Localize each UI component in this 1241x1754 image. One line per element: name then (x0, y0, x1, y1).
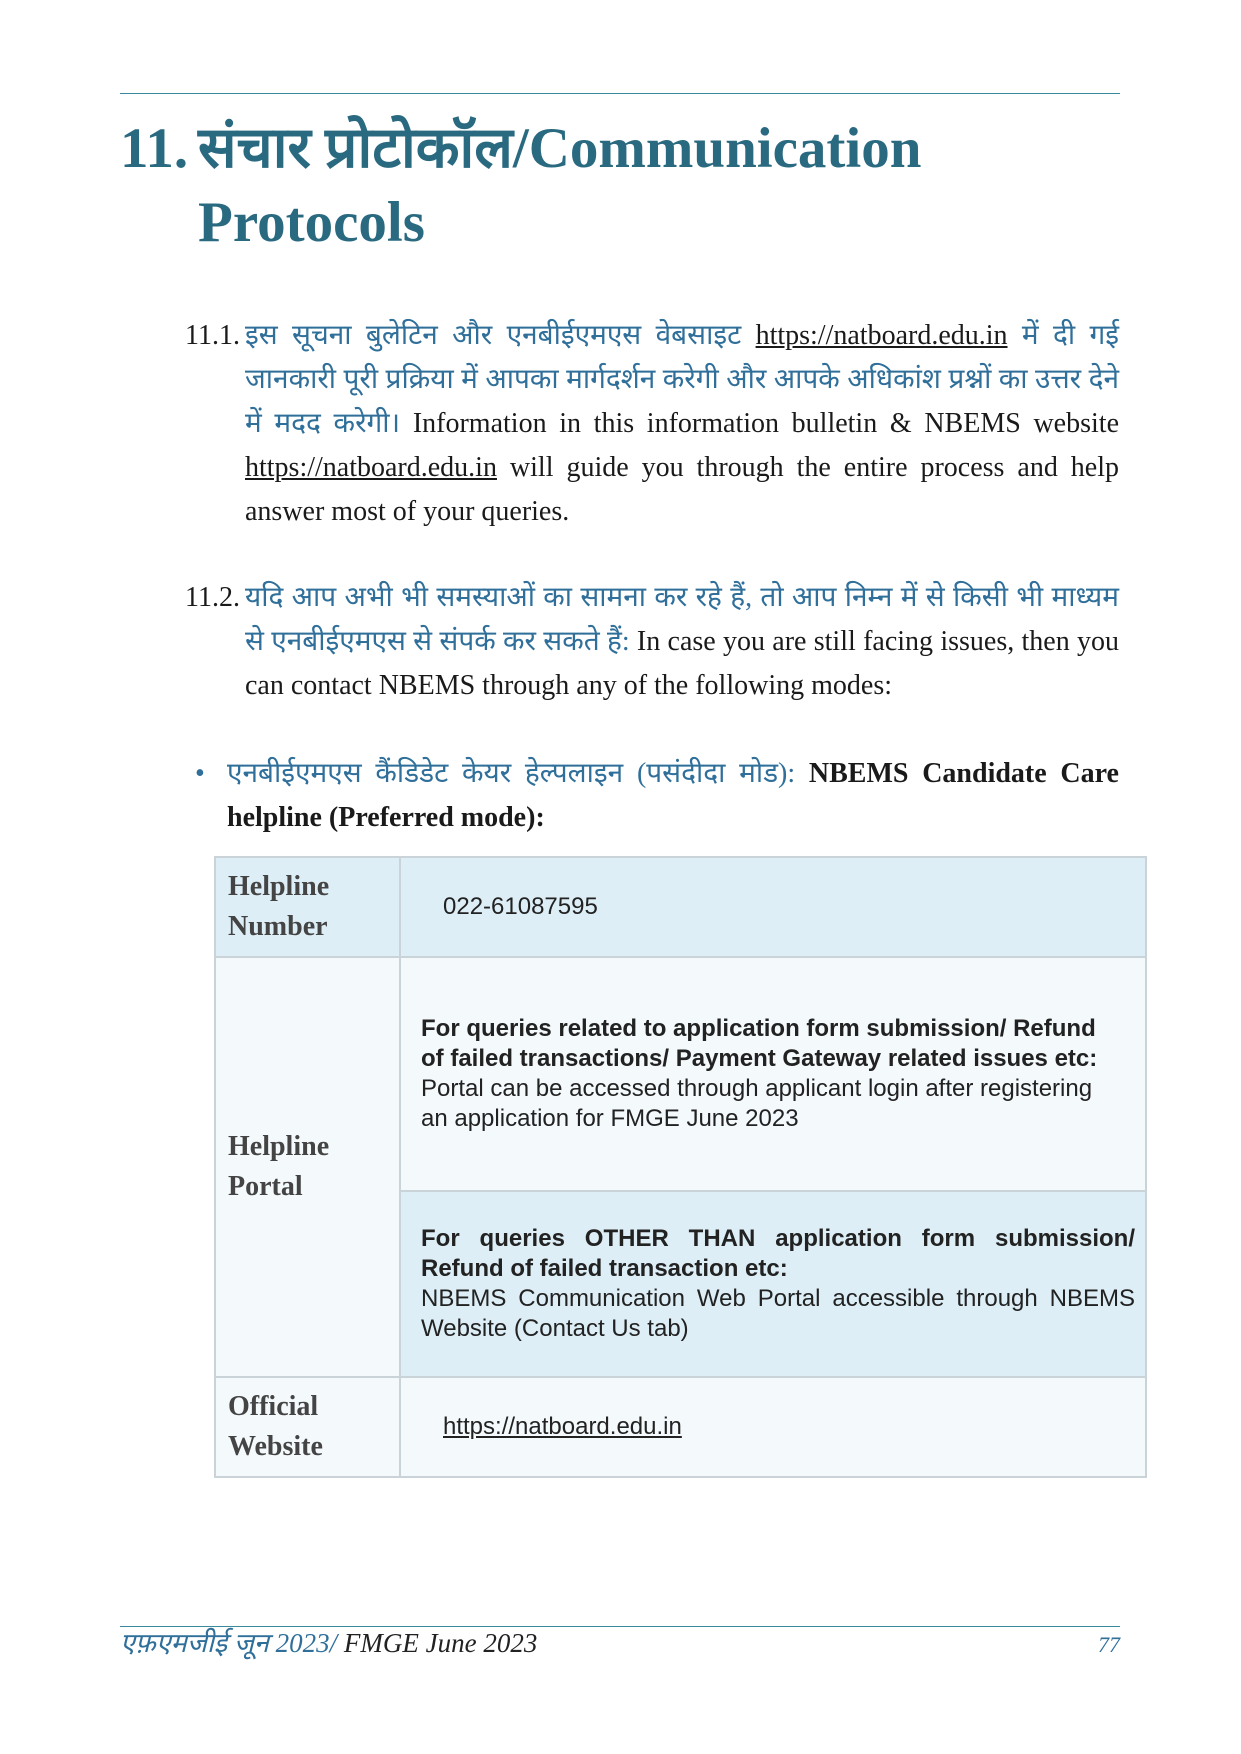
page-number: 77 (1098, 1632, 1120, 1657)
hindi-text: यदि आप अभी भी समस्याओं का सामना कर रहे हैं, तो आप निम्न में से किसी भी माध्यम से एनबीईएमएस से संपर्क कर सकते हैं: (245, 582, 1119, 657)
portal-info-application (400, 957, 1146, 1191)
table-row (215, 857, 1146, 957)
paragraph-11-1 (185, 314, 1119, 534)
table-row (215, 957, 1146, 1191)
footer-title: एफ़एमजीई जून 2023/ FMGE June 2023 (120, 1628, 538, 1658)
table-row (215, 1377, 1146, 1477)
section-number: 11. (120, 117, 189, 180)
portal-info-heading: For queries related to application form submission/ Refund of failed transactions/ Payment Gateway related issues etc: (421, 1015, 1098, 1072)
natboard-link[interactable]: https://natboard.edu.in (755, 320, 1008, 351)
contact-table (214, 856, 1147, 1478)
section-heading (120, 112, 1120, 260)
row-label: Official Website (215, 1377, 400, 1477)
helpline-bullet (195, 752, 1119, 840)
row-label: Helpline Number (215, 857, 400, 957)
bullet-icon: • (195, 758, 205, 789)
top-rule (120, 93, 1120, 94)
portal-info-text: NBEMS Communication Web Portal accessible through NBEMS Website (Contact Us tab) (421, 1285, 1135, 1342)
official-website-link[interactable]: https://natboard.edu.in (443, 1413, 682, 1440)
natboard-link-2[interactable]: https://natboard.edu.in (245, 452, 497, 483)
paragraph-number: 11.1. (185, 320, 240, 351)
helpline-number: 022-61087595 (400, 857, 1146, 957)
paragraph-11-2 (185, 576, 1119, 708)
section-title-line1: संचार प्रोटोकॉल/Communication (198, 117, 922, 180)
english-text: In case you are still facing issues, then you can contact NBEMS through any of the following modes: (245, 626, 1120, 701)
english-text: Information in this information bulletin & NBEMS website (400, 408, 1119, 439)
section-title-line2: Protocols (198, 191, 425, 254)
english-text: NBEMS Candidate Care helpline (Preferred mode): (227, 758, 1119, 833)
portal-info-text: Portal can be accessed through applicant login after registering an application for FMGE June 2023 (421, 1075, 1093, 1132)
portal-info-heading: For queries OTHER THAN application form submission/ Refund of failed transaction etc: (421, 1225, 1135, 1282)
paragraph-number: 11.2. (185, 582, 240, 613)
hindi-text: एनबीईएमएस कैंडिडेट केयर हेल्पलाइन (पसंदीदा मोड): (227, 758, 796, 789)
portal-info-other (400, 1191, 1146, 1377)
english-text: will guide you through the entire process and help answer most of your queries. (245, 452, 1119, 527)
hindi-text: में दी गई जानकारी पूरी प्रक्रिया में आपका मार्गदर्शन करेगी और आपके अधिकांश प्रश्नों का उत्तर देने में मदद करेगी। (245, 320, 1119, 439)
page-footer (120, 1624, 1120, 1664)
hindi-text: इस सूचना बुलेटिन और एनबीईएमएस वेबसाइट (245, 320, 756, 351)
row-label: Helpline Portal (215, 957, 400, 1377)
